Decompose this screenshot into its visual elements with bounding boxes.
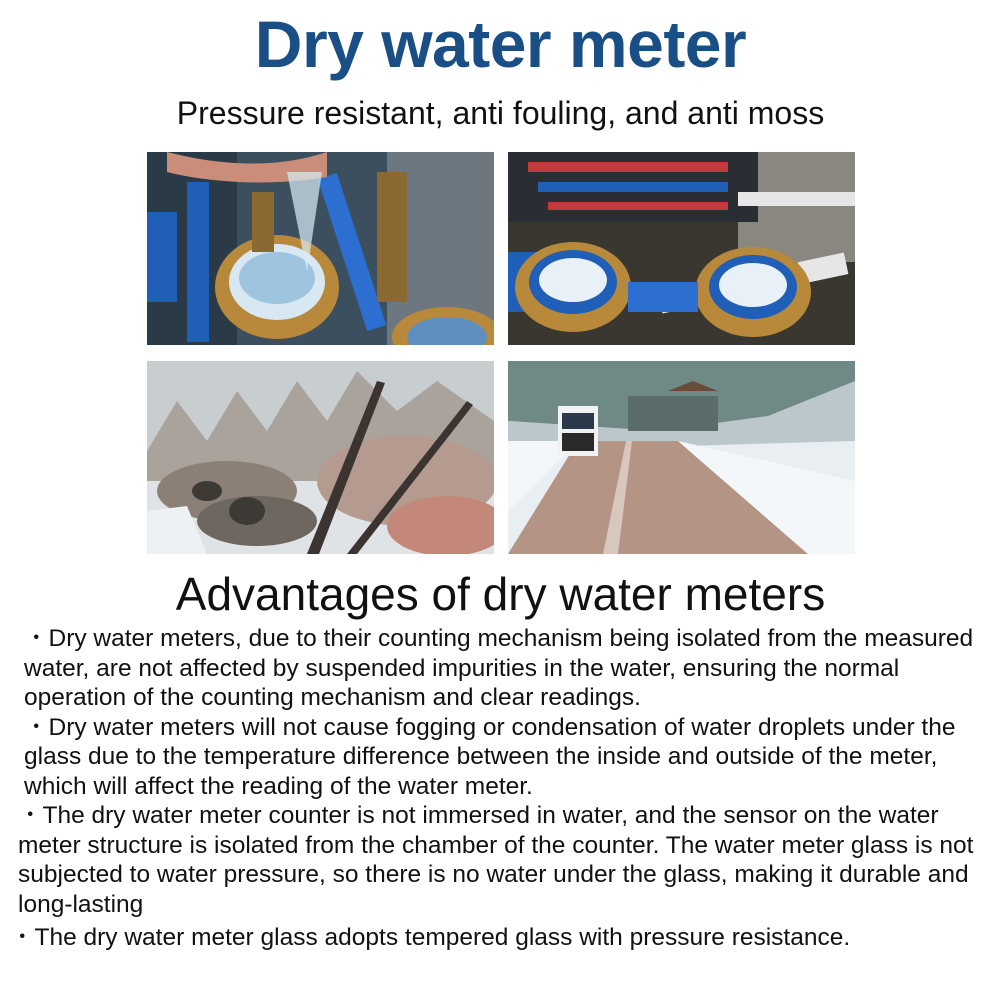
photo-frosted-garden: [147, 361, 494, 554]
advantage-item: ・The dry water meter glass adopts tempered glass with pressure resistance.: [10, 924, 851, 951]
advantage-item: ・Dry water meters, due to their counting mechanism being isolated from the measured water, are not affected by suspended impurities in the water, ensuring the normal operation of the counting mechanism and clear readings.: [24, 625, 974, 711]
photo-water-meter-splash: [147, 152, 494, 345]
page-title: Dry water meter: [254, 7, 747, 81]
advantage-item: ・The dry water meter counter is not immersed in water, and the sensor on the water meter structure is isolated from the chamber of the counter. The water meter glass is not subjected to water pressure, so there is no water under the glass, making it durable and long-lasting: [18, 802, 974, 918]
advantage-item: ・Dry water meters will not cause fogging or condensation of water droplets under the glass due to the temperature difference between the inside and outside of the meter, which will affect the reading of the water meter.: [24, 713, 956, 800]
advantages-list: [10, 624, 995, 953]
advantages-heading: Advantages of dry water meters: [175, 568, 826, 620]
photo-snowy-road-truck: [508, 361, 855, 554]
photo-frozen-water-meters: [508, 152, 855, 345]
page-subtitle: Pressure resistant, anti fouling, and anti moss: [176, 95, 825, 131]
